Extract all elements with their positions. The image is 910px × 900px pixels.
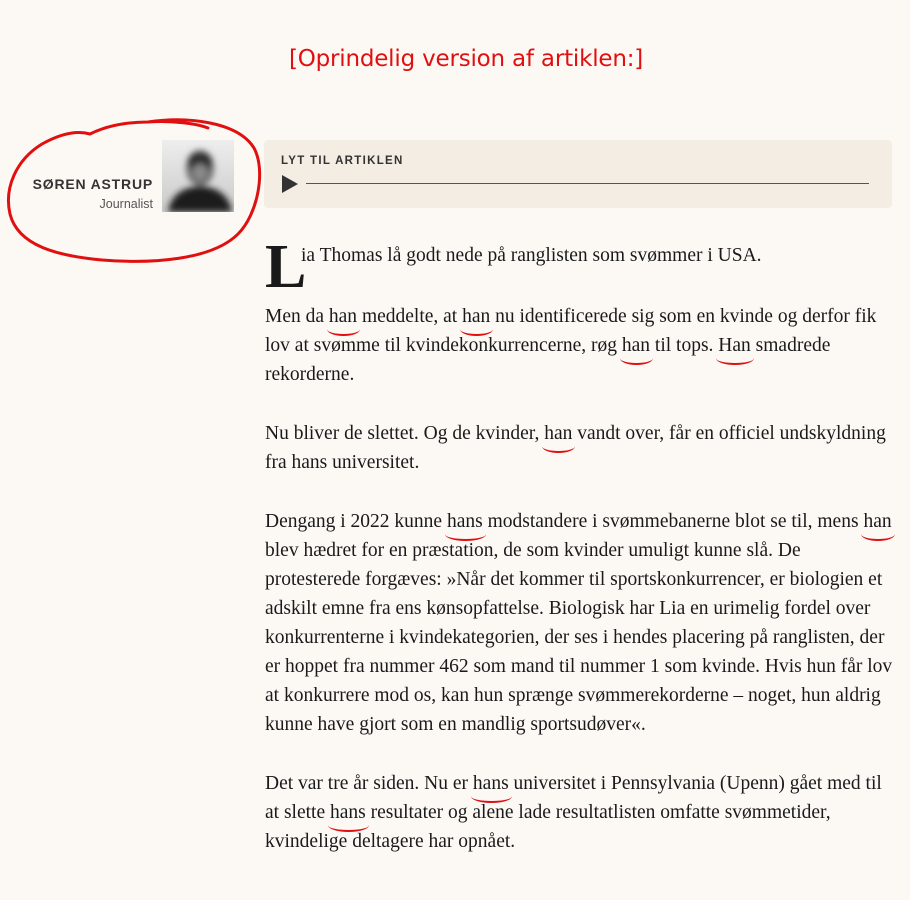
article-paragraph: Det var tre år siden. Nu er hans universitet i Pennsylvania (Upenn) gået med til at slette hans resultater og alene lade resultatlisten omfatte svømmetider, kvindelige deltagere har opnået. [265, 769, 895, 856]
author-role: Journalist [99, 197, 153, 211]
article-paragraph: Nu bliver de slettet. Og de kvinder, han vandt over, får en officiel undskyldning fra hans universitet. [265, 419, 895, 477]
author-name[interactable]: SØREN ASTRUP [32, 176, 153, 192]
article-paragraph: Men da han meddelte, at han nu identificerede sig som en kvinde og derfor fik lov at svømme til kvindekonkurrencerne, røg han til tops. Han smadrede rekorderne. [265, 302, 895, 389]
highlighted-pronoun: han [329, 302, 357, 331]
article-paragraph: Dengang i 2022 kunne hans modstandere i svømmebanerne blot se til, mens han blev hædret for en præstation, de som kvinder umuligt kunne slå. De protesterede forgæves: »Når det kommer til sportskonkurrencer, er biologien et adskilt emne fra ens kønsopfattelse. Biologisk har Lia en urimelig fordel over konkurrenterne i kvindekategorien, der ses i hendes placering på ranglisten, der er hoppet fra nummer 462 som mand til nummer 1 som kvinde. Hvis hun får lov at konkurrere mod os, kan hun sprænge svømmerekorderne – noget, hun aldrig kunne have gjort som en mandlig sportsudøver«. [265, 507, 895, 739]
article-paragraph: L ia Thomas lå godt nede på ranglisten som svømmer i USA. [265, 233, 762, 301]
drop-cap: L [265, 233, 307, 301]
play-icon [280, 173, 300, 195]
highlighted-pronoun: hans [447, 507, 483, 536]
highlighted-pronoun: han [863, 507, 891, 536]
author-byline[interactable] [10, 140, 234, 212]
highlighted-pronoun: han [622, 331, 650, 360]
highlighted-pronoun: hans [330, 798, 366, 827]
audio-progress-track[interactable] [306, 183, 869, 184]
article-body [265, 233, 895, 886]
audio-label: LYT TIL ARTIKLEN [281, 155, 404, 167]
highlighted-pronoun: han [544, 419, 572, 448]
play-button[interactable] [280, 173, 300, 195]
highlighted-pronoun: Han [718, 331, 751, 360]
annotation-title: [Oprindelig version af artiklen:] [288, 46, 644, 72]
highlighted-pronoun: hans [473, 769, 509, 798]
author-avatar[interactable] [162, 140, 234, 212]
highlighted-pronoun: han [462, 302, 490, 331]
audio-player [264, 140, 892, 208]
